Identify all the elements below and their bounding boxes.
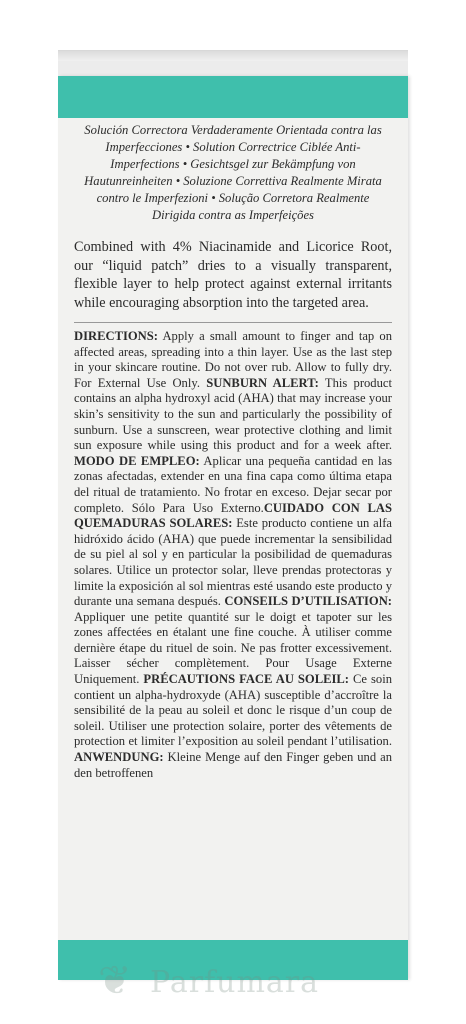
watermark-logo-icon: ❦ [98, 958, 132, 1004]
directions-text [74, 329, 392, 781]
section-text-cuidado: Este producto contiene un alfa hidróxido ácido (AHA) que puede incrementar la sensibilidad de su piel al sol y en particular la posibilidad de quemaduras solares. Utilice un protector solar, lleve prendas protectoras y limite la exposición al sol mientras esté usando este producto y durante una semana después. [74, 516, 392, 609]
label-content [74, 122, 392, 781]
section-heading-modo-de-empleo: MODO DE EMPLEO: [74, 453, 200, 468]
section-text-conseils: Appliquer une petite quantité sur le doigt et tapoter sur les zones affectées en étalant une fine couche. À utiliser comme dernière étape du rituel de soin. Ne pas frotter excessivement. Laisser sécher complètement. Pour Usage Externe Uniquement. [74, 609, 392, 687]
section-text-sunburn-alert: This product contains an alpha hydroxyl acid (AHA) that may increase your skin’s sensitivity to the sun and particularly the possibility of sunburn. Use a sunscreen, wear protective clothing and limit sun exposure while using this product and for a week after. [74, 375, 392, 453]
watermark-text: Parfumara [150, 965, 320, 1000]
product-box-panel [58, 76, 408, 980]
section-text-directions: Apply a small amount to finger and tap on affected areas, spreading into a thin layer. Use as the last step in your skincare routine. Do not over rub. Allow to fully dry. For External Use Only. [74, 329, 392, 390]
section-heading-directions: DIRECTIONS: [74, 329, 158, 343]
section-heading-precautions: PRÉCAUTIONS FACE AU SOLEIL: [143, 672, 350, 687]
multilingual-tagline: Solución Correctora Verdaderamente Orientada contra las Imperfecciones • Solution Correctrice Ciblée Anti-Imperfections • Gesichtsgel zur Bekämpfung von Hautunreinheiten • Soluzione Correttiva Realmente Mirata contro le Imperfezioni • Solução Corretora Realmente Dirigida contra as Imperfeições [84, 123, 382, 222]
section-text-precautions: Ce soin contient un alpha-hydroxyde (AHA) susceptible d’accroître la sensibilité de la peau au soleil et donc le risque d’un coup de soleil. Utiliser une protection solaire, porter des vêtements de protection et limiter l’exposition au soleil pendant l’utilisation. [74, 672, 392, 749]
product-description: Combined with 4% Niacinamide and Licorice Root, our “liquid patch” dries to a visually transparent, flexible layer to help protect against external irritants while encouraging absorption into the targeted area. [74, 239, 392, 311]
section-heading-anwendung: ANWENDUNG: [74, 750, 164, 765]
box-top-flap [58, 50, 408, 79]
section-text-anwendung: Kleine Menge auf den Finger geben und an den betroffenen [74, 750, 392, 780]
section-heading-conseils: CONSEILS D’UTILISATION: [224, 594, 392, 609]
section-heading-sunburn-alert: SUNBURN ALERT: [206, 375, 319, 390]
teal-band-top [58, 76, 408, 118]
section-text-modo-de-empleo: Aplicar una pequeña cantidad en las zonas afectadas, extender en una fina capa como última etapa del ritual de tratamiento. No frotar en exceso. Dejar secar por completo. Sólo Para Uso Externo. [74, 453, 392, 515]
section-heading-cuidado: CUIDADO CON LAS QUEMADURAS SOLARES: [74, 500, 392, 531]
divider [74, 322, 392, 323]
